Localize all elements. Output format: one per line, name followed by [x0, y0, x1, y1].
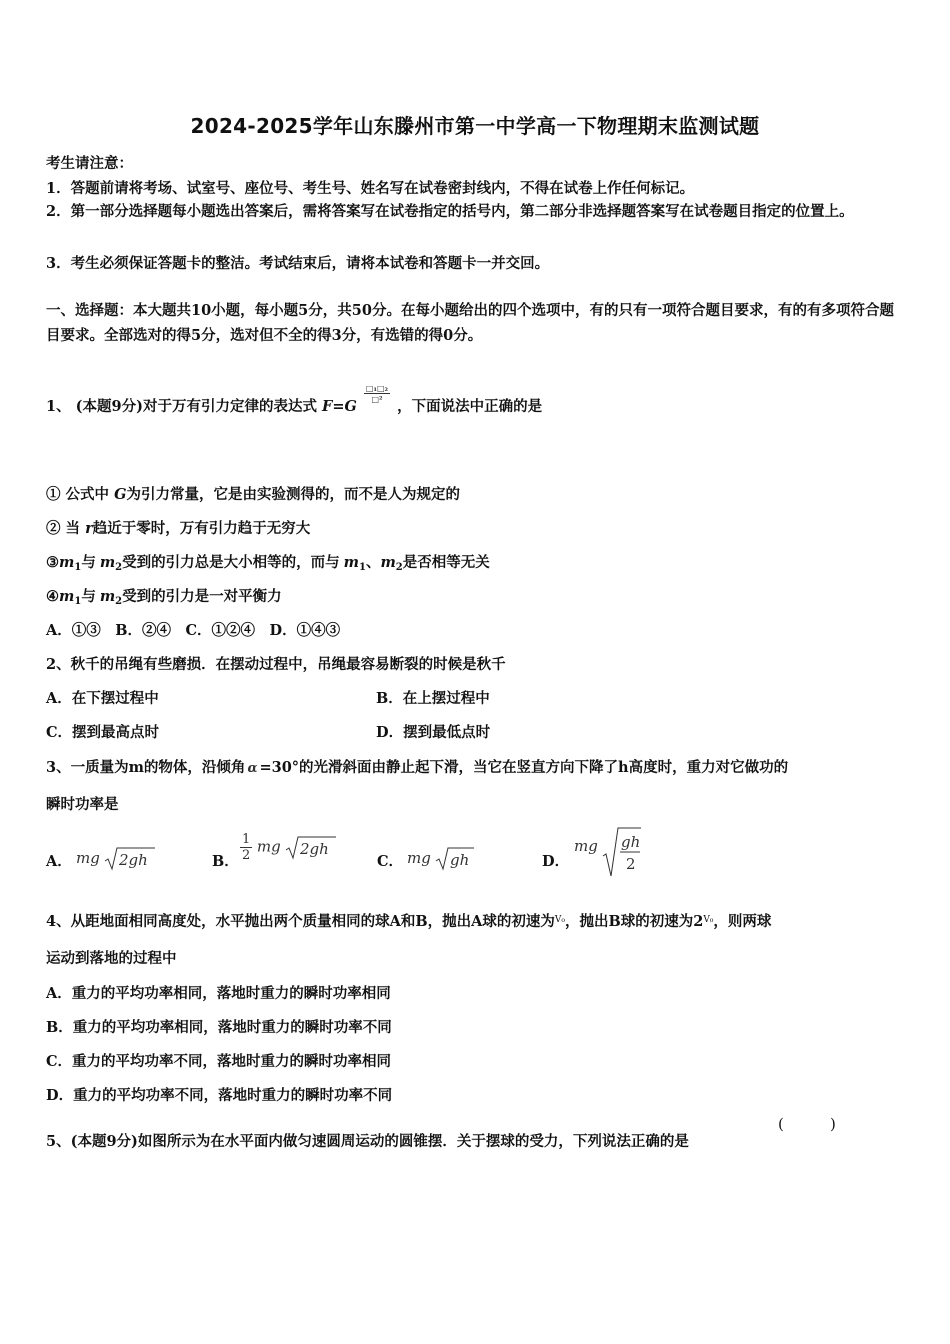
mass-symbol: m [99, 554, 116, 571]
statement-2-text: 趋近于零时，万有引力趋于无穷大 [92, 520, 311, 537]
page-title: 2024-2025学年山东滕州市第一中学高一下物理期末监测试题 [190, 114, 760, 138]
question-3-option-b [240, 832, 337, 863]
question-3-option-a [76, 846, 156, 872]
statement-2-prefix: ② 当 [46, 520, 81, 537]
option-b-denominator: 2 [242, 848, 251, 863]
option-b-numerator: 1 [242, 832, 251, 847]
question-3-option-c-label: C． [377, 853, 404, 870]
option-a-mg: mg [76, 849, 100, 867]
question-4-option-b: B．重力的平均功率相同，落地时重力的瞬时功率不同 [46, 1019, 392, 1036]
option-c-radicand: gh [450, 851, 470, 869]
question-4-option-a: A．重力的平均功率相同，落地时重力的瞬时功率相同 [46, 985, 391, 1002]
question-1-points: (本题9分) [75, 398, 143, 415]
question-3-option-d-label: D． [542, 853, 570, 870]
mass-symbol: m [343, 554, 359, 571]
mass-symbol: m [59, 554, 75, 571]
question-4-option-c: C．重力的平均功率不同，落地时重力的瞬时功率相同 [46, 1053, 392, 1070]
statement-4-mark: ④ [46, 588, 59, 605]
question-2-option-b: B．在上摆过程中 [376, 690, 490, 707]
formula-denominator: □² [371, 393, 383, 404]
question-3-stem-end: 瞬时功率是 [46, 796, 119, 813]
option-d-denominator: 2 [626, 855, 636, 873]
option-b-fraction [240, 832, 252, 863]
statement-1-prefix: ① 公式中 [46, 486, 110, 503]
v0-symbol: V₀ [554, 915, 565, 925]
mass-subscript: 2 [115, 596, 123, 607]
notice-item-3: 3．考生必须保证答题卡的整洁。考试结束后，请将本试卷和答题卡一并交回。 [46, 255, 550, 272]
question-5-text: 如图所示为在水平面内做匀速圆周运动的圆锥摆．关于摆球的受力，下列说法正确的是 [137, 1133, 689, 1150]
mass-symbol: m [380, 554, 396, 571]
question-4-stem [46, 910, 771, 931]
question-3-option-a-label: A． [46, 853, 72, 870]
question-2-option-d: D．摆到最低点时 [376, 724, 491, 741]
formula-lhs: F=G [322, 398, 357, 415]
notice-heading: 考生请注意： [46, 155, 133, 172]
statement-3 [46, 551, 490, 573]
statement-2-var: r [85, 520, 93, 537]
section-heading: 一、选择题：本大题共10小题，每小题5分，共50分。在每小题给出的四个选项中，有的只有一项符合题目要求，有的有多项符合题目要求。全部选对的得5分，选对但不全的得3分，有选错的得0分。 [46, 302, 894, 344]
question-1-text-tail: ，下面说法中正确的是 [397, 398, 543, 415]
question-5-stem [46, 1130, 689, 1151]
statement-3-text: 与 [81, 554, 96, 571]
statement-4 [46, 585, 282, 607]
sqrt-icon [602, 826, 642, 878]
notice-item-1: 1．答题前请将考场、试室号、座位号、考生号、姓名写在试卷密封线内，不得在试卷上作任何标记。 [46, 180, 695, 197]
question-1-options: A．①③ B．②④ C．①②④ D．①④③ [46, 622, 341, 639]
question-1-number: 1、 [46, 398, 71, 415]
mass-subscript: 1 [358, 562, 366, 573]
mass-subscript: 1 [74, 562, 82, 573]
answer-paren-left: ( [778, 1115, 784, 1133]
question-2-stem: 2、秋千的吊绳有些磨损．在摆动过程中，吊绳最容易断裂的时候是秋千 [46, 656, 506, 673]
question-4-option-d: D．重力的平均功率不同，落地时重力的瞬时功率不同 [46, 1087, 393, 1104]
option-b-mg: mg [256, 837, 281, 856]
sqrt-icon [285, 835, 337, 861]
statement-3-text: 是否相等无关 [402, 554, 490, 571]
question-2-option-a: A．在下摆过程中 [46, 690, 159, 707]
notice-item-2: 2．第一部分选择题每小题选出答案后，需将答案写在试卷指定的括号内，第二部分非选择题答案写在试卷题目指定的位置上。 [46, 203, 854, 220]
statement-1-text: 为引力常量，它是由实验测得的，而不是人为规定的 [126, 486, 461, 503]
alpha-symbol: α [247, 761, 258, 776]
mass-subscript: 2 [115, 562, 123, 573]
mass-subscript: 2 [395, 562, 403, 573]
formula-numerator: □₁□₂ [365, 382, 389, 393]
statement-2 [46, 517, 310, 538]
sqrt-icon [435, 846, 475, 872]
question-2-option-c: C．摆到最高点时 [46, 724, 160, 741]
question-4-text-tail: ，则两球 [713, 913, 772, 930]
statement-4-text: 与 [81, 588, 96, 605]
option-a-radicand: 2gh [119, 851, 149, 869]
question-3-option-d [574, 826, 642, 878]
statement-3-mark: ③ [46, 554, 59, 571]
v0-symbol: V₀ [703, 915, 714, 925]
question-3-option-c [407, 846, 475, 872]
question-1-text: 对于万有引力定律的表达式 [142, 398, 317, 415]
statement-3-text: 、 [365, 554, 381, 571]
question-1-stem [46, 382, 543, 418]
option-c-mg: mg [407, 849, 431, 867]
question-4-text-cont: ，抛出B球的初速为2 [564, 913, 704, 930]
question-3-text: 3、一质量为m的物体，沿倾角 [46, 759, 246, 776]
option-d-numerator: gh [621, 833, 641, 851]
question-5-points: (本题9分) [70, 1133, 138, 1150]
answer-paren-right: ) [830, 1115, 836, 1133]
sqrt-icon [104, 846, 156, 872]
question-5-number: 5、 [46, 1133, 71, 1150]
question-3-stem [46, 756, 788, 777]
statement-1-var: G [114, 486, 127, 503]
mass-symbol: m [99, 588, 116, 605]
statement-3-text: 受到的引力总是大小相等的，而与 [122, 554, 340, 571]
question-4-text: 4、从距地面相同高度处，水平抛出两个质量相同的球A和B，抛出A球的初速为 [46, 913, 555, 930]
option-d-mg: mg [574, 837, 598, 855]
mass-symbol: m [59, 588, 75, 605]
formula-fraction [364, 383, 390, 404]
question-3-option-b-label: B． [212, 853, 239, 870]
statement-1 [46, 483, 460, 504]
option-b-radicand: 2gh [300, 839, 330, 858]
mass-subscript: 1 [74, 596, 82, 607]
question-3-text-cont: =30°的光滑斜面由静止起下滑，当它在竖直方向下降了h高度时，重力对它做功的 [259, 759, 789, 776]
question-4-stem-end: 运动到落地的过程中 [46, 950, 177, 967]
statement-4-text: 受到的引力是一对平衡力 [122, 588, 282, 605]
